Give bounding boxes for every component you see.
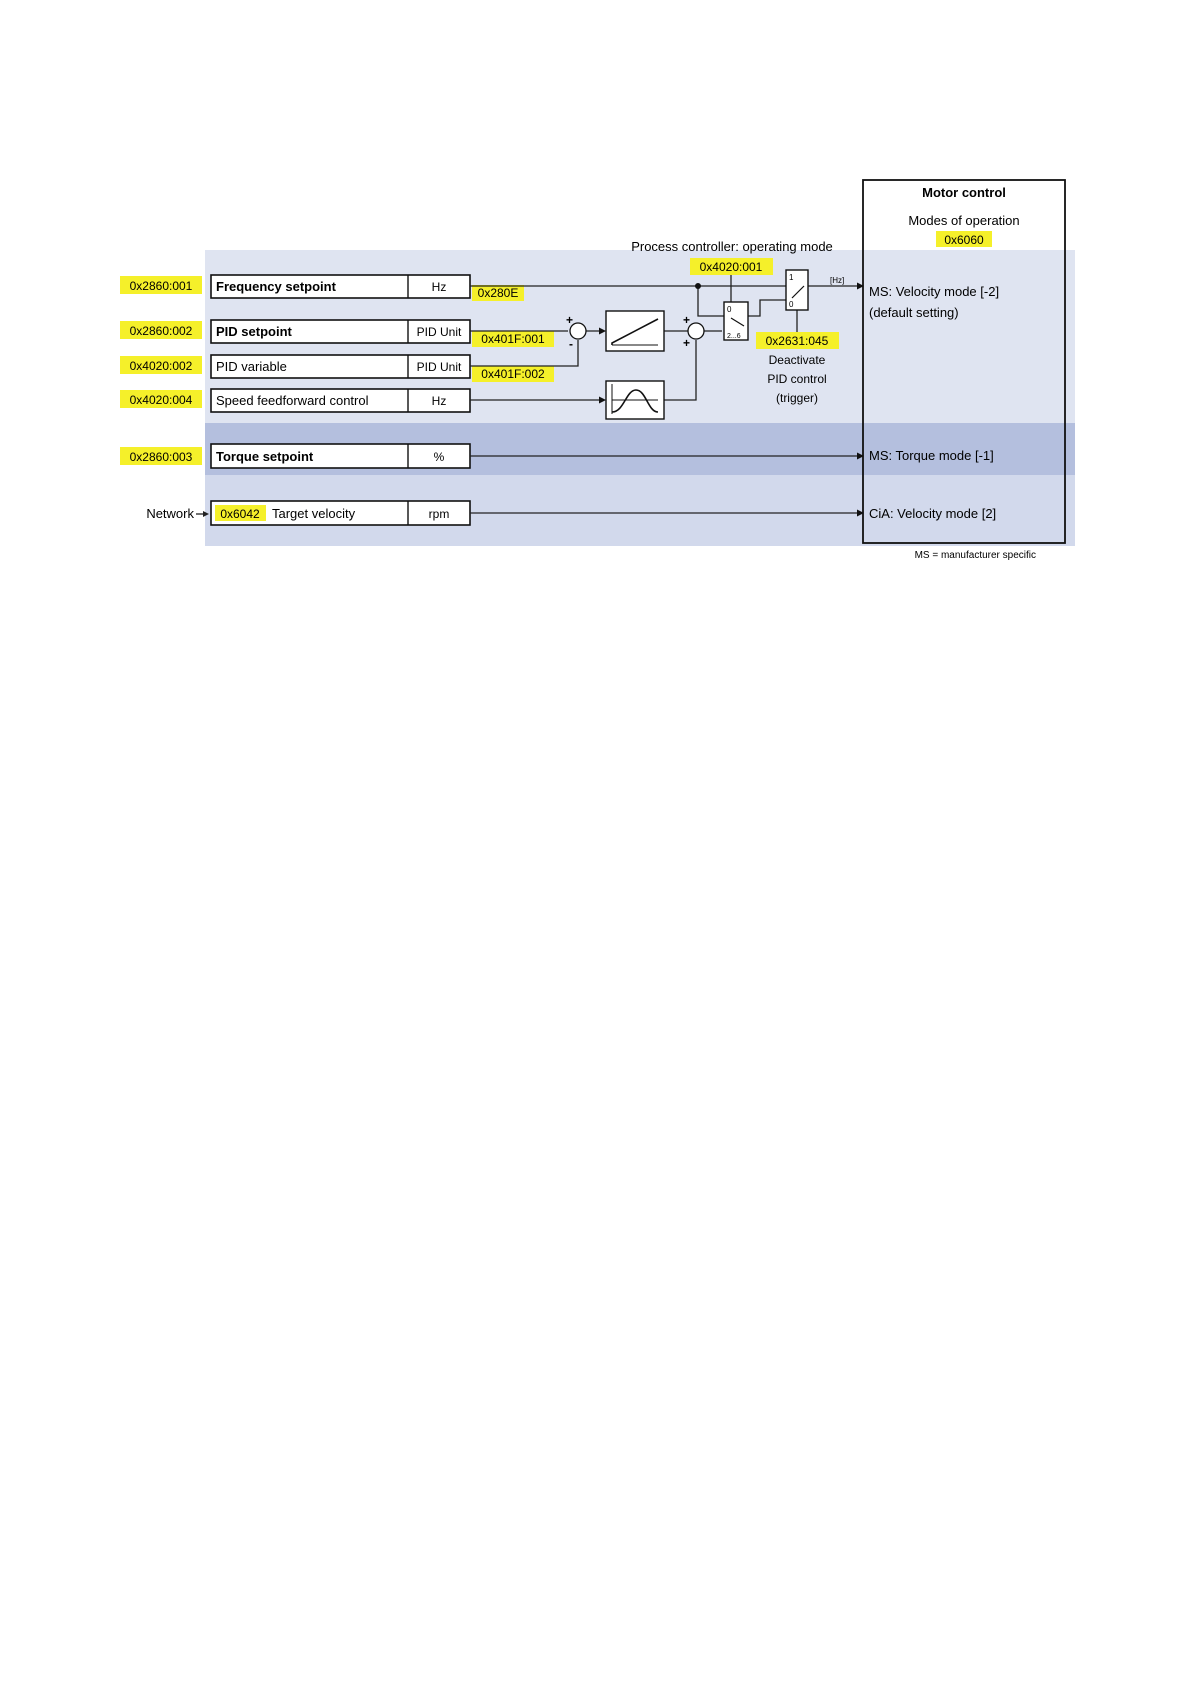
footnote: MS = manufacturer specific (914, 550, 1036, 561)
sum1-plus: + (566, 313, 574, 327)
mode-code: 0x4020:001 (699, 260, 763, 274)
modes-label: Modes of operation (908, 213, 1020, 228)
motor-control-title: Motor control (922, 185, 1006, 200)
target-velocity-label: Target velocity (272, 506, 356, 521)
deactivate-line-2: PID control (767, 372, 827, 386)
input-code-3 (120, 356, 202, 374)
torque-setpoint-label: Torque setpoint (216, 449, 314, 464)
input-code-5 (120, 447, 202, 465)
pid-setpoint-unit: PID Unit (416, 325, 462, 339)
input-pid-setpoint (211, 320, 470, 343)
sum1-minus: - (569, 337, 573, 351)
torque-setpoint-unit: % (433, 450, 445, 464)
modes-code: 0x6060 (944, 233, 984, 247)
output-cia-velocity-mode: CiA: Velocity mode [2] (869, 506, 997, 521)
pid-variable-label: PID variable (216, 359, 287, 374)
output-velocity-mode: MS: Velocity mode [-2] (869, 284, 1000, 299)
junction-dot (695, 283, 701, 289)
switch1-label-range: 2...6 (727, 333, 741, 340)
input-code-4 (120, 390, 202, 408)
frequency-setpoint-unit: Hz (431, 280, 447, 294)
switch2-label-0: 0 (789, 300, 794, 309)
input-code-2-text: 0x2860:002 (129, 324, 193, 338)
mode-selector-switch (724, 302, 748, 340)
deactivate-switch (786, 270, 808, 310)
output-velocity-mode-default: (default setting) (869, 305, 959, 320)
output-torque-mode: MS: Torque mode [-1] (869, 448, 994, 463)
input-pid-variable (211, 355, 470, 378)
hz-tag: [Hz] (830, 276, 845, 285)
input-speed-feedforward (211, 389, 470, 412)
target-velocity-unit: rpm (428, 507, 450, 521)
sum2-plus-top: + (683, 313, 691, 327)
input-frequency-setpoint (211, 275, 470, 298)
deactivate-code: 0x2631:045 (765, 334, 829, 348)
speed-feedforward-label: Speed feedforward control (216, 393, 369, 408)
speed-feedforward-unit: Hz (431, 394, 447, 408)
freq-code: 0x280E (477, 286, 519, 300)
pid-variable-code: 0x401F:002 (481, 367, 545, 381)
input-code-5-text: 0x2860:003 (129, 450, 193, 464)
deactivate-line-1: Deactivate (768, 353, 826, 367)
input-target-velocity (211, 501, 470, 525)
input-code-1-text: 0x2860:001 (129, 279, 193, 293)
sum2-plus-bottom: + (683, 336, 691, 350)
input-code-3-text: 0x4020:002 (129, 359, 193, 373)
switch2-label-1: 1 (789, 273, 794, 282)
input-torque-setpoint (211, 444, 470, 468)
pid-setpoint-code: 0x401F:001 (481, 332, 545, 346)
input-code-1 (120, 276, 202, 294)
input-code-2 (120, 321, 202, 339)
feedforward-filter-block (606, 381, 664, 419)
pid-controller-block (606, 311, 664, 351)
deactivate-line-3: (trigger) (775, 391, 819, 405)
switch1-label-0: 0 (727, 305, 732, 314)
frequency-setpoint-label: Frequency setpoint (216, 279, 336, 294)
pid-variable-unit: PID Unit (416, 360, 462, 374)
input-code-4-text: 0x4020:004 (129, 393, 193, 407)
target-velocity-code: 0x6042 (220, 507, 260, 521)
pid-setpoint-label: PID setpoint (216, 324, 292, 339)
network-label: Network (146, 506, 194, 521)
process-controller-title: Process controller: operating mode (631, 239, 833, 254)
